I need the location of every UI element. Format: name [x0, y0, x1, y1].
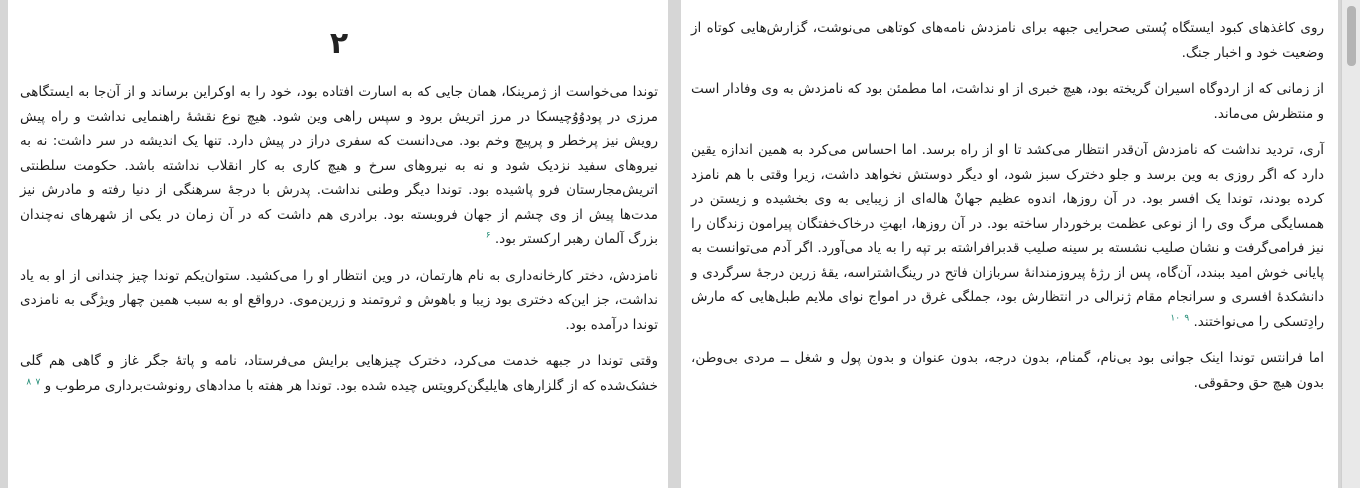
- paragraph: [691, 16, 1324, 65]
- paragraph: [691, 77, 1324, 126]
- footnote-marker[interactable]: ۷: [35, 377, 41, 387]
- paragraph-text: نامزدش، دختر کارخانه‌داری به نام هارتمان، در وین انتظار او را می‌کشید. ستوان‌یکم توندا چیز چندانی از او به یاد نداشت، جز این‌که دختری بود زیبا و باهوش و ثروتمند و زرین‌موی. درواقع او به سبب همین چهار ویژگی به نامزدی توندا درآمده بود.: [20, 267, 658, 333]
- left-page: [8, 0, 668, 488]
- vertical-scrollbar[interactable]: [1341, 0, 1360, 488]
- paragraph: [20, 349, 658, 398]
- paragraph-text: از زمانی که از اردوگاه اسیران گریخته بود، هیچ خبری از او نداشت، اما مطمئن بود که نامزدش به وی وفادار است و منتظرش می‌ماند.: [691, 81, 1324, 122]
- chapter-number: ۲: [329, 26, 349, 61]
- paragraph-text: وقتی توندا در جبهه خدمت می‌کرد، دخترک چیزهایی برایش می‌فرستاد، نامه و پاتهٔ جگر غاز و گاهی هم گلی خشک‌شده که از گلزارهای هایلیگن‌کرویتس چیده شده بود. توندا هر هفته با مدادهای رونوشت‌برداری مرطوب و: [20, 353, 658, 394]
- right-page: [681, 0, 1338, 488]
- paragraph: [20, 264, 658, 338]
- scrollbar-thumb[interactable]: [1347, 6, 1356, 66]
- footnote-marker[interactable]: ۸: [26, 377, 32, 387]
- paragraph-text: آری، تردید نداشت که نامزدش آن‌قدر انتظار می‌کشد تا او از راه برسد. اما احساس می‌کرد به همین اندازه یقین دارد که اگر روزی به وین برسد و جلو دخترک سبز شود، او دیگر دوستش نخواهد داشت، زیرا وقتی با هم نامزد کرده بودند، توندا یک افسر بود. در آن روزها، اندوه عظیم جهانْ هاله‌ای از زیبایی به وی بخشیده و زیستن در همسایگی مرگ وی را از نوعی عظمت برخوردار ساخته بود. در آن روزها، ابهتِ درخاک‌خفتگان پیرامون زندگان را نیز فرامی‌گرفت و نشان صلیب نشسته بر سینه صلیب قدبرافراشته بر تپه را به یاد می‌آورد. اگر آدم می‌توانست به پایانی خوش امید ببندد، آن‌گاه، پس از رژهٔ پیروزمندانهٔ سربازان فاتح در رینگ‌اشتراسه، یقهٔ زرین درجهٔ سرگردی و دانشکدهٔ افسری و سرانجام مقام ژنرالی در انتظارش بود، جملگی غرق در امواج نوای ملایم طبل‌هایی که مارش رادِتسکی را می‌نواختند.: [691, 142, 1324, 330]
- paragraph: [20, 80, 658, 252]
- paragraph-text: اما فرانتس توندا اینک جوانی بود بی‌نام، گمنام، بدون درجه، بدون عنوان و بدون پول و شغل ــ مردی بی‌وطن، بدون هیچ حق وحقوقی.: [691, 350, 1324, 391]
- paragraph: [691, 346, 1324, 395]
- footnote-marker[interactable]: ۶: [485, 230, 491, 241]
- footnote-marker[interactable]: ۹: [1184, 313, 1190, 323]
- footnote-marker[interactable]: ۱۰: [1170, 313, 1181, 323]
- paragraph-text: روی کاغذهای کبود ایستگاه پُستی صحرایی جبهه برای نامزدش نامه‌های کوتاهی می‌نوشت، گزارش‌هایی کوتاه از وضعیت خود و اخبار جنگ.: [691, 20, 1324, 61]
- paragraph-text: توندا می‌خواست از ژمرینکا، همان جایی که به اسارت افتاده بود، خود را به اوکراین برساند و از آن‌جا به ایستگاهی مرزی در پودوُوُچیسکا در مرز اتریش برود و سپس راهی وین شود. هیچ نوع نقشهٔ راهنمایی نداشت و راه پیش رویش نیز پرخطر و پرپیچ وخم بود. می‌دانست که سفری دراز در پیش دارد. تنها یک اندیشه در سر داشت: نه به نیروهای سفید نزدیک شود و نه به نیروهای سرخ و هیچ کاری به کار انقلاب نداشته باشد. حکومت سلطنتی اتریش‌مجارستان فرو پاشیده بود. توندا دیگر وطنی نداشت. پدرش با درجهٔ سرهنگی از دنیا رفته و مادرش نیز مدت‌ها پیش از وی چشم از جهان فروبسته بود. برادری هم داشت که در آن زمان در یکی از شهرهای نه‌چندان بزرگ آلمان رهبر ارکستر بود.: [20, 84, 658, 247]
- paragraph: [691, 138, 1324, 334]
